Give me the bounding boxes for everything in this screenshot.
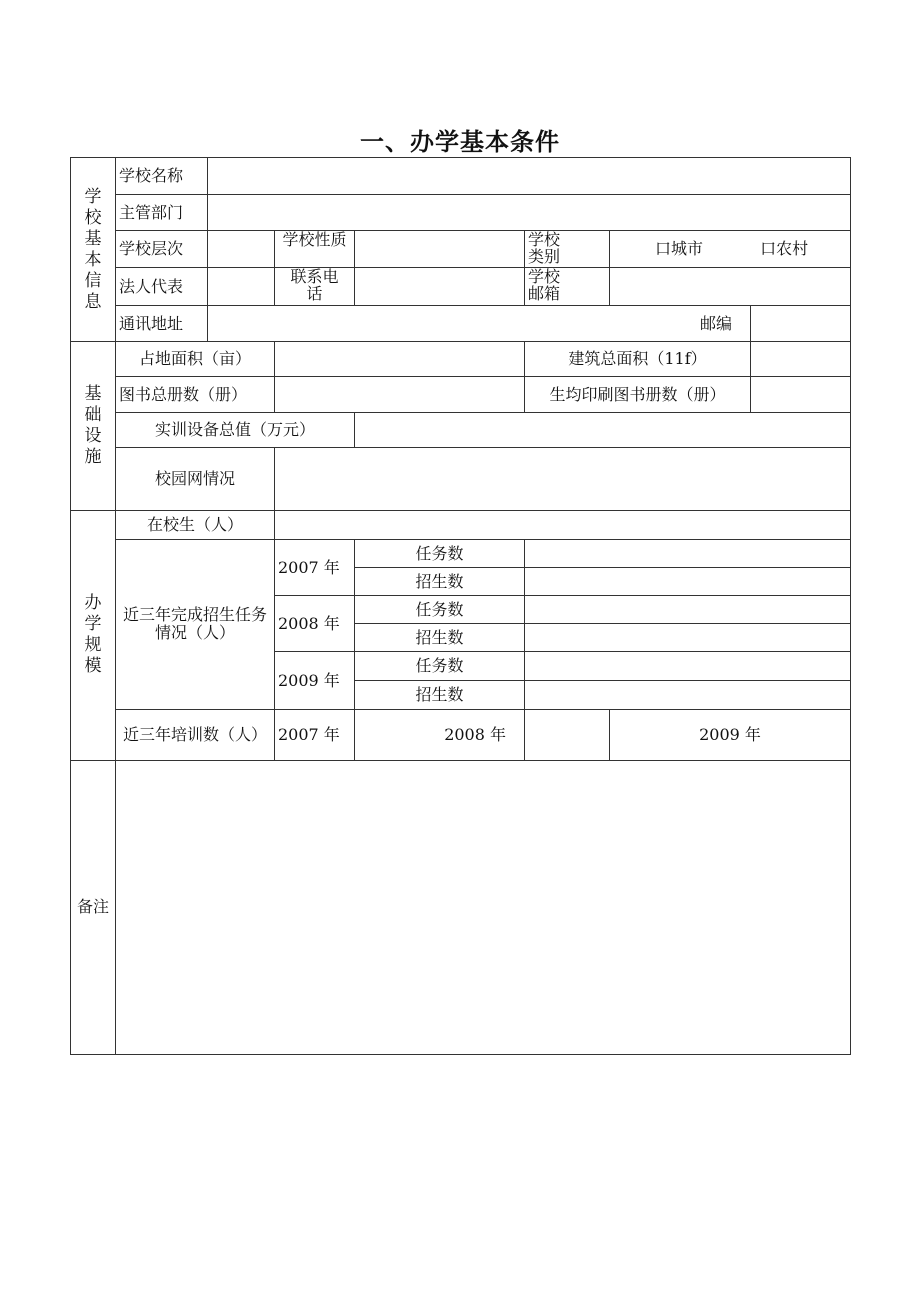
year-2007-label: 2007 年 xyxy=(275,540,355,596)
label-land-area: 占地面积（亩） xyxy=(116,342,275,377)
field-students[interactable] xyxy=(275,511,851,540)
label-legal-rep: 法人代表 xyxy=(116,268,208,306)
label-school-nature: 学校性质 xyxy=(275,231,355,268)
label-enrolled-2009: 招生数 xyxy=(355,680,525,709)
training-year-2007: 2007 年 xyxy=(275,709,355,760)
training-year-2008: 2008 年 xyxy=(355,709,525,760)
section-basic-info: 学校基本信息 xyxy=(71,158,116,342)
option-rural-checkbox[interactable]: 口农村 xyxy=(760,239,809,259)
label-equipment-value: 实训设备总值（万元） xyxy=(116,413,355,448)
label-building-area: 建筑总面积（11f） xyxy=(525,342,751,377)
label-task-2009: 任务数 xyxy=(355,652,525,680)
field-school-level[interactable] xyxy=(208,231,275,268)
field-land-area[interactable] xyxy=(275,342,525,377)
label-school-name: 学校名称 xyxy=(116,158,208,195)
year-2008-label: 2008 年 xyxy=(275,596,355,652)
label-enrolled-2007: 招生数 xyxy=(355,568,525,596)
field-equipment-value[interactable] xyxy=(355,413,851,448)
field-contact-phone[interactable] xyxy=(355,268,525,306)
field-school-nature[interactable] xyxy=(355,231,525,268)
training-year-2009: 2009 年 xyxy=(610,709,851,760)
field-authority[interactable] xyxy=(208,195,851,231)
section-facilities: 基础设施 xyxy=(71,342,116,511)
field-school-email[interactable] xyxy=(610,268,851,306)
label-enrolled-2008: 招生数 xyxy=(355,624,525,652)
field-building-area[interactable] xyxy=(751,342,851,377)
label-remarks: 备注 xyxy=(71,760,116,1054)
field-enrolled-2009[interactable] xyxy=(525,680,851,709)
field-school-name[interactable] xyxy=(208,158,851,195)
label-school-category: 学校类别 xyxy=(525,231,610,268)
label-campus-network: 校园网情况 xyxy=(116,448,275,511)
field-task-2008[interactable] xyxy=(525,596,851,624)
field-remarks[interactable] xyxy=(116,760,851,1054)
label-address: 通讯地址 xyxy=(116,306,208,342)
field-task-2009[interactable] xyxy=(525,652,851,680)
label-contact-phone: 联系电话 xyxy=(275,268,355,306)
field-enrolled-2008[interactable] xyxy=(525,624,851,652)
label-training: 近三年培训数（人） xyxy=(116,709,275,760)
field-campus-network[interactable] xyxy=(275,448,851,511)
label-books-per-student: 生均印刷图书册数（册） xyxy=(525,377,751,413)
label-enrollment: 近三年完成招生任务情况（人） xyxy=(116,540,275,709)
label-school-email: 学校邮箱 xyxy=(525,268,610,306)
field-books-total[interactable] xyxy=(275,377,525,413)
school-conditions-form xyxy=(70,157,851,1055)
field-task-2007[interactable] xyxy=(525,540,851,568)
option-city-checkbox[interactable]: 口城市 xyxy=(655,239,704,259)
school-category-options xyxy=(610,231,851,268)
label-authority: 主管部门 xyxy=(116,195,208,231)
page-title: 一、办学基本条件 xyxy=(360,128,560,156)
label-school-level: 学校层次 xyxy=(116,231,208,268)
label-students: 在校生（人） xyxy=(116,511,275,540)
field-legal-rep[interactable] xyxy=(208,268,275,306)
field-books-per-student[interactable] xyxy=(751,377,851,413)
label-task-2008: 任务数 xyxy=(355,596,525,624)
label-books-total: 图书总册数（册） xyxy=(116,377,275,413)
field-training-2008[interactable] xyxy=(525,709,610,760)
postcode-label: 邮编 xyxy=(208,306,751,342)
year-2009-label: 2009 年 xyxy=(275,652,355,709)
section-scale: 办学规模 xyxy=(71,511,116,760)
label-task-2007: 任务数 xyxy=(355,540,525,568)
field-enrolled-2007[interactable] xyxy=(525,568,851,596)
field-postcode[interactable] xyxy=(751,306,851,342)
